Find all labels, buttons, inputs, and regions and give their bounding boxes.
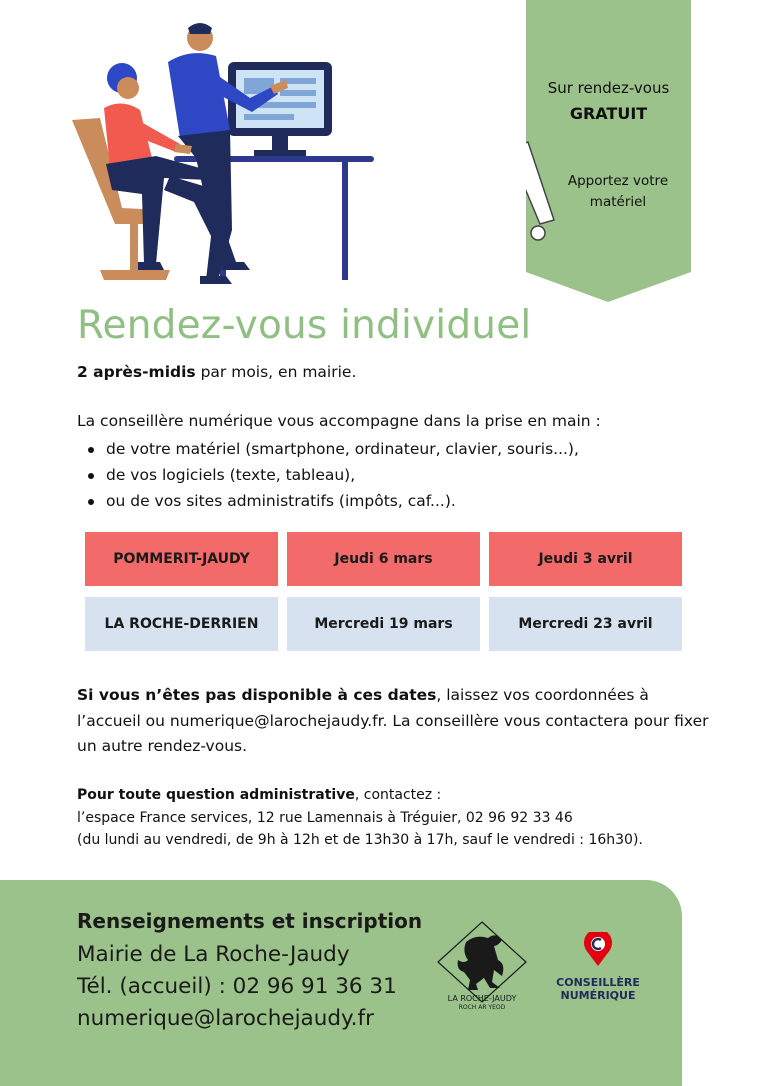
intro-text: [77, 363, 356, 381]
admin-contact: [77, 784, 727, 852]
banner-free-text: GRATUIT: [569, 104, 648, 123]
footer-phone: Tél. (accueil) : 02 96 91 36 31: [77, 974, 397, 999]
conseillere-numerique-logo: [548, 932, 648, 1007]
town-logo: [436, 920, 528, 1016]
availability-rest: , laissez vos coordonnées à l’accueil ou numerique@larochejaudy.fr. La conseillère vous contactera pour fixer un autre rendez-vous.: [77, 686, 709, 755]
admin-address: l’espace France services, 12 rue Lamennais à Tréguier, 02 96 92 33 46: [77, 809, 573, 826]
description-text: La conseillère numérique vous accompagne dans la prise en main :: [77, 412, 601, 430]
footer-town-hall: Mairie de La Roche-Jaudy: [77, 942, 350, 967]
town-logo-name: LA ROCHE-JAUDY: [447, 994, 517, 1003]
list-item: de vos logiciels (texte, tableau),: [80, 462, 579, 488]
schedule-date-cell: Jeudi 6 mars: [287, 532, 480, 586]
admin-hours: (du lundi au vendredi, de 9h à 12h et de 13h30 à 17h, sauf le vendredi : 16h30).: [77, 832, 643, 848]
admin-rest: , contactez :: [354, 787, 442, 803]
footer-email: numerique@larochejaudy.fr: [77, 1006, 374, 1031]
schedule-date-cell: Jeudi 3 avril: [489, 532, 682, 586]
availability-bold: Si vous n’êtes pas disponible à ces dates: [77, 686, 437, 704]
info-banner: [526, 0, 691, 302]
town-logo-sub: ROCH AR YEOD: [458, 1004, 506, 1011]
availability-text: [77, 683, 717, 760]
intro-bold: 2 après-midis: [77, 363, 196, 381]
schedule-date-cell: Mercredi 23 avril: [489, 597, 682, 651]
schedule-place-cell: POMMERIT-JAUDY: [85, 532, 278, 586]
banner-bring-equipment-text: Apportez votre matériel: [567, 173, 669, 210]
schedule-place-cell: LA ROCHE-DERRIEN: [85, 597, 278, 651]
topics-list: [80, 436, 579, 514]
page-title: Rendez-vous individuel: [77, 303, 532, 348]
banner-appointment-text: Sur rendez-vous: [547, 79, 670, 97]
computer-help-illustration: [60, 18, 390, 288]
list-item: de votre matériel (smartphone, ordinateur, clavier, souris...),: [80, 436, 579, 462]
cn-logo-line1: CONSEILLÈRE: [556, 976, 640, 989]
footer-heading: Renseignements et inscription: [77, 909, 423, 933]
admin-line-1: [77, 784, 727, 807]
list-item: ou de vos sites administratifs (impôts, caf...).: [80, 488, 579, 514]
location-pin-icon: [548, 932, 648, 968]
intro-rest: par mois, en mairie.: [195, 363, 357, 381]
cn-logo-line2: NUMÉRIQUE: [560, 989, 636, 1002]
banner-shape: [526, 0, 691, 302]
admin-bold: Pour toute question administrative: [77, 787, 355, 803]
schedule-date-cell: Mercredi 19 mars: [287, 597, 480, 651]
